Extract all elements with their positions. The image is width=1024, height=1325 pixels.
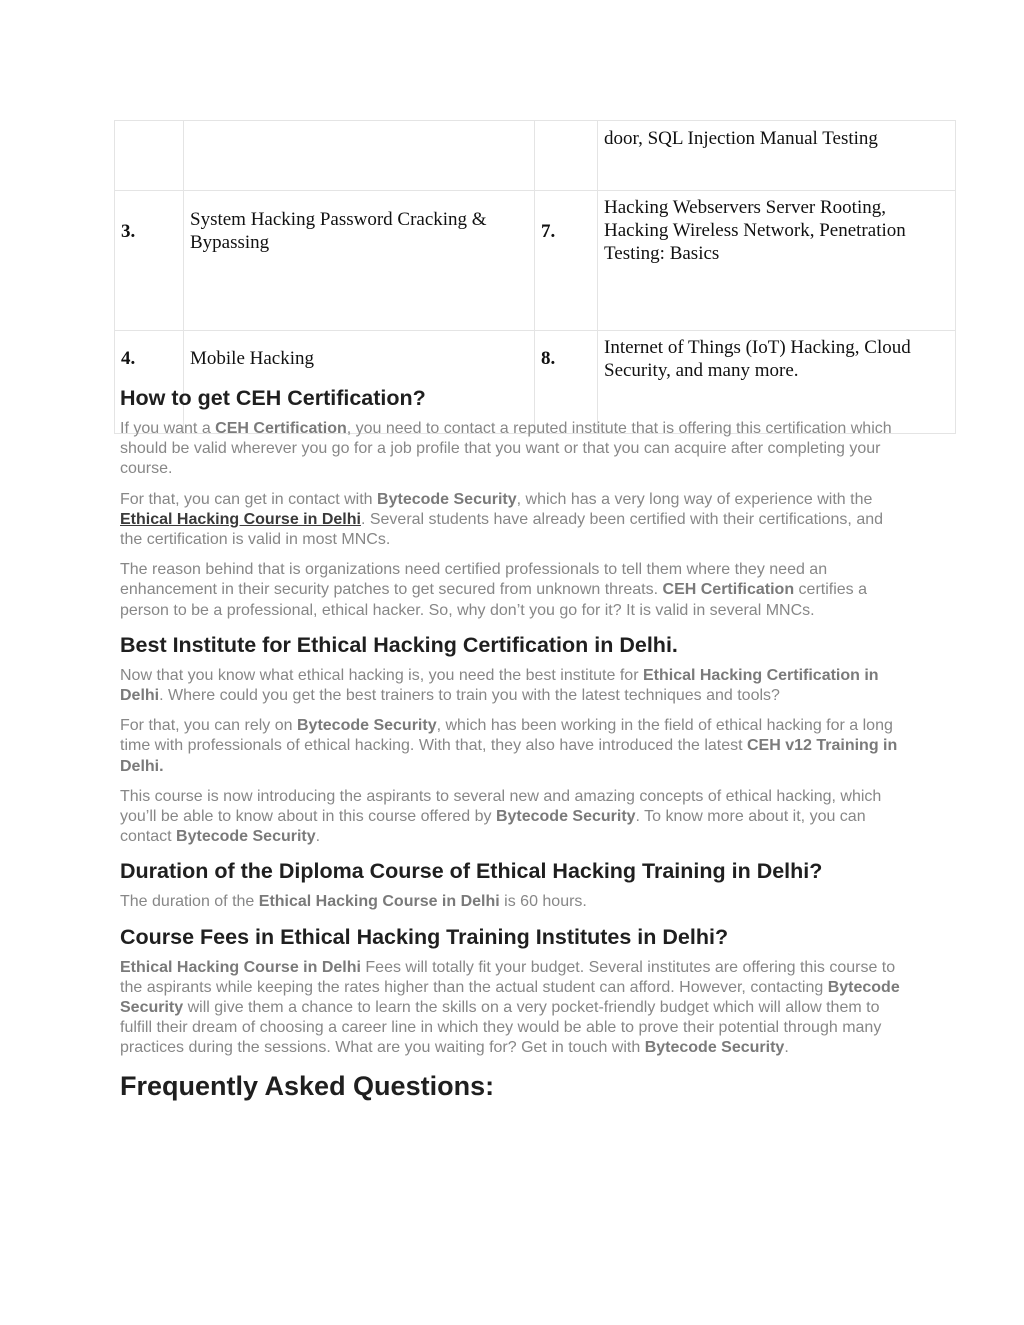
text: Fees will totally fit your budget. Several institutes are offering this course to the aspirants while keeping the rates higher than the actual student can afford. However, contacting [120,958,896,996]
module-number-cell: 8. [535,331,598,434]
paragraph [120,666,905,706]
section-heading-fees: Course Fees in Ethical Hacking Training Institutes in Delhi? [120,924,729,949]
course-link[interactable]: Ethical Hacking Course in Delhi [120,510,361,528]
text: , you need to contact a reputed institute that is offering this certification which should be valid wherever you go for a job profile that you want or that you can acquire after completing your course. [120,420,892,478]
paragraph [120,892,905,912]
bold-term: CEH v12 Training in Delhi. [120,737,898,775]
text: will give them a chance to learn the skills on a very pocket-friendly budget which will allow them to fulfill their dream of choosing a career line in which they would be able to prove their potential through many practices during the sessions. What are you waiting for? Get in touch with [120,999,882,1057]
text: Now that you know what ethical hacking is, you need the best institute for [120,666,643,684]
table-row [115,191,956,331]
text: , which has been working in the field of ethical hacking for a long time with professionals of ethical hacking. With that, they also have introduced the latest [120,717,893,755]
article-body [120,384,905,1103]
text: certifies a person to be a professional, ethical hacker. So, why don’t you go for it? It is valid in several MNCs. [120,581,868,619]
faq-heading: Frequently Asked Questions: [120,1070,495,1101]
paragraph [120,958,905,1059]
text: . Several students have already been certified with their certifications, and the certification is valid in most MNCs. [120,510,884,549]
module-title-cell: System Hacking Password Cracking & Bypassing [184,191,535,331]
section-heading-duration: Duration of the Diploma Course of Ethical Hacking Training in Delhi? [120,859,823,884]
text: If you want a [120,420,216,437]
text: For that, you can get in contact with [120,490,378,508]
module-title-cell [184,121,535,191]
text: The reason behind that is organizations need certified professionals to tell them where they need an enhancement in their security patches to get secured from unknown threats. [120,561,828,599]
bold-term: Bytecode Security [176,828,316,846]
text: . [315,828,321,846]
module-number-cell [115,121,184,191]
bold-term: Bytecode Security [120,978,900,1017]
paragraph [120,490,905,551]
paragraph [120,716,905,777]
text: For that, you can rely on [120,717,297,735]
bold-term: Bytecode Security [296,717,437,735]
text: This course is now introducing the aspirants to several new and amazing concepts of ethical hacking, which you’ll be able to know about in this course offered by [120,787,882,826]
bold-term: CEH Certification [662,581,795,599]
module-number-cell: 3. [115,191,184,331]
module-number-cell: 7. [535,191,598,331]
bold-term: CEH Certification [215,420,347,437]
paragraph [120,560,905,621]
module-number-cell: 4. [115,331,184,434]
module-title-cell: Mobile Hacking [184,331,535,434]
text: , which has a very long way of experience with the [516,490,873,508]
section-heading-ceh: How to get CEH Certification? [120,386,426,410]
table-row [115,121,956,191]
bold-term: Ethical Hacking Course in Delhi [258,893,500,911]
text: is 60 hours. [499,893,587,911]
bold-term: Bytecode Security [377,490,517,508]
text: . Where could you get the best trainers to train you with the latest techniques and tools? [159,687,780,705]
module-title-cell: door, SQL Injection Manual Testing [598,121,956,191]
bold-term: Bytecode Security [644,1039,785,1057]
module-title-cell: Hacking Webservers Server Rooting, Hacking Wireless Network, Penetration Testing: Basics [598,191,956,331]
bold-term: Bytecode Security [495,808,636,826]
module-title-cell: Internet of Things (IoT) Hacking, Cloud Security, and many more. [598,331,956,434]
section-heading-best-institute: Best Institute for Ethical Hacking Certification in Delhi. [120,632,678,657]
bold-term: Ethical Hacking Certification in Delhi [120,666,879,705]
text: The duration of the [120,893,259,911]
paragraph [120,419,905,480]
module-number-cell [535,121,598,191]
bold-term: Ethical Hacking Course in Delhi [120,958,361,976]
text: . [784,1039,789,1057]
paragraph [120,787,905,848]
text: . To know more about it, you can contact [120,808,866,846]
